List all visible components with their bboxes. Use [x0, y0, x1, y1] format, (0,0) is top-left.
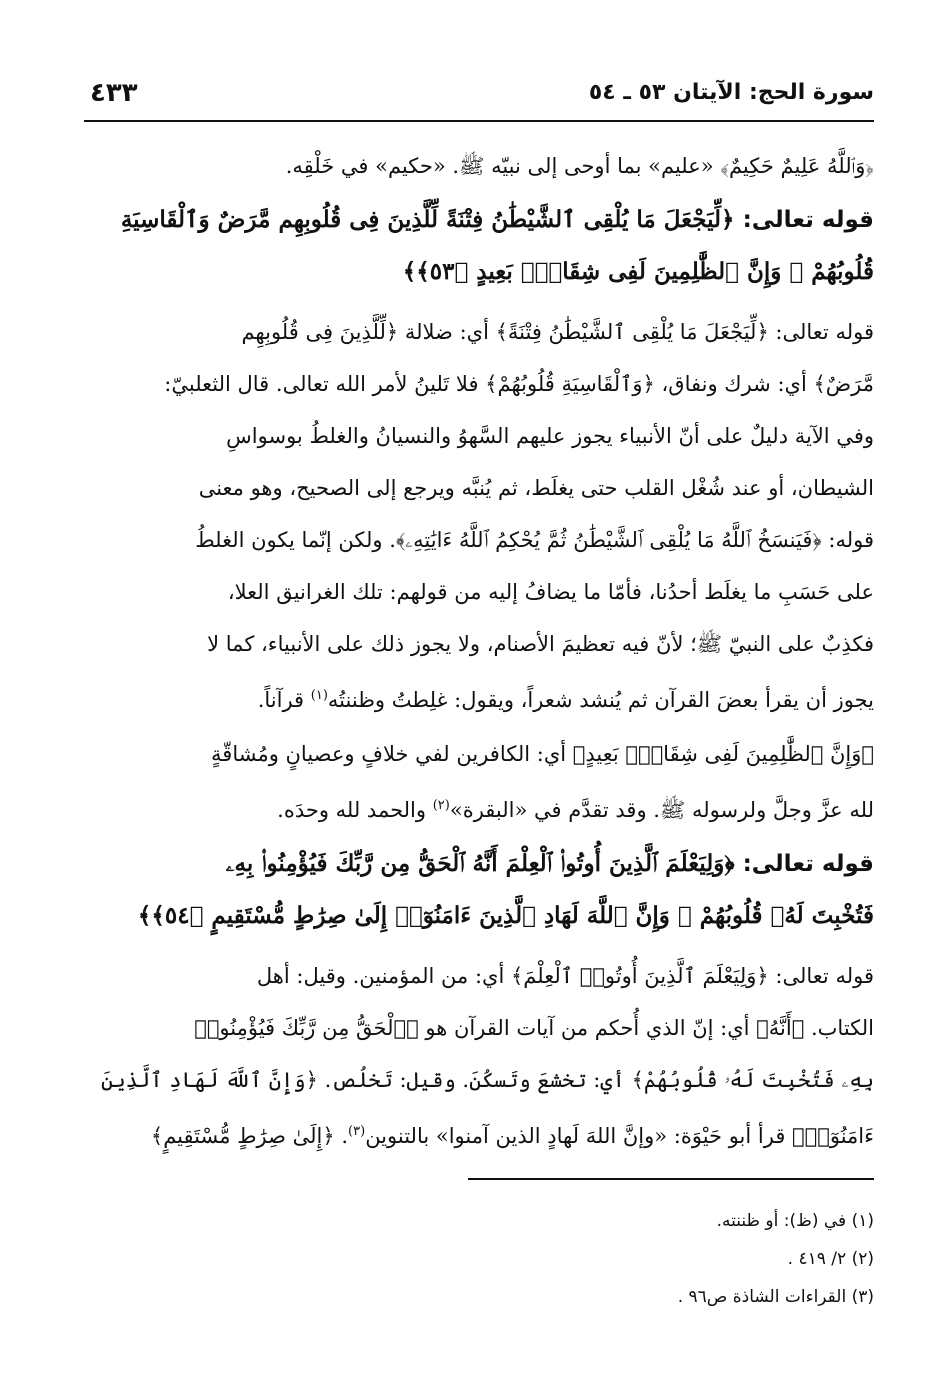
- verse-line: [84, 194, 874, 246]
- verse-lead: قوله تعالى:: [742, 851, 874, 877]
- verse-53-block: [84, 194, 874, 298]
- text-line: ﴿وَإِنَّ ٱلظَّٰلِمِينَ لَفِى شِقَاقٍۭ بَعِيدٍ﴾ أي: الكافرين لفي خلافٍ وعصيانٍ ومُشاقّةٍ: [211, 742, 874, 766]
- text-line: الكتاب. ﴿أَنَّهُ﴾ أي: إنّ الذي أُحكم من آيات القرآن هو ﴿ٱلْحَقُّ مِن رَّبِّكَ فَيُؤْمِنُوا۟: [194, 1016, 874, 1040]
- text-line: وفي الآية دليلٌ على أنّ الأنبياء يجوز عليهم السَّهوُ والنسيانُ والغلطُ بوسواسِ: [226, 424, 874, 448]
- page-header: [84, 72, 874, 122]
- line-text: ءَامَنُوٓا۟﴾ قرأ أبو حَيْوَة: «وإنَّ اللهَ لَهادٍ الذين آمنوا» بالتنوين: [365, 1124, 874, 1148]
- footnote: (٣) القراءات الشاذة ص٩٦ .: [677, 1287, 874, 1307]
- footnote-separator: [468, 1178, 874, 1180]
- text-line: [84, 1106, 874, 1158]
- surah-title: سورة الحج: الآيتان ٥٣ ـ ٥٤: [588, 80, 874, 105]
- footnote-marker: (٣): [348, 1124, 366, 1139]
- text-line: قوله: ﴿فَيَنسَخُ ٱللَّهُ مَا يُلْقِى ٱلشَّيْطَٰنُ ثُمَّ يُحْكِمُ ٱللَّهُ ءَايَٰتِهِۦ﴾. ولكن إنّما يكون الغلطُ: [195, 528, 874, 552]
- text-line: فكذِبٌ على النبيّ ﷺ؛ لأنّ فيه تعظيمَ الأصنام، ولا يجوز ذلك على الأنبياء، كما لا: [207, 632, 874, 656]
- verse-line: فَتُخْبِتَ لَهُۥ قُلُوبُهُمْ ۗ وَإِنَّ ٱللَّهَ لَهَادِ ٱلَّذِينَ ءَامَنُوٓا۟ إِلَىٰ صِرَٰطٍ مُّسْتَقِيمٍ ﴿٥٤﴾﴾: [137, 902, 874, 929]
- footnotes: [84, 1206, 874, 1320]
- verse-line: قُلُوبُهُمْ ۗ وَإِنَّ ٱلظَّٰلِمِينَ لَفِى شِقَاقٍۭ بَعِيدٍ ﴿٥٣﴾﴾: [402, 258, 874, 285]
- line-text: يجوز أن يقرأ بعضَ القرآن ثم يُنشد شعراً، ويقول: غلِطتُ وظننتُه: [327, 688, 874, 712]
- line-text: . ﴿إِلَىٰ صِرَٰطٍ مُّسْتَقِيمٍ﴾: [150, 1124, 349, 1148]
- line-text: لله عزَّ وجلَّ ولرسوله ﷺ. وقد تقدَّم في «البقرة»: [449, 798, 874, 822]
- footnote-marker: (٢): [432, 798, 450, 813]
- page-body: [84, 140, 874, 1158]
- page-number: ٤٣٣: [90, 78, 138, 108]
- footnote-marker: (١): [310, 688, 328, 703]
- text-line: قوله تعالى: ﴿وَلِيَعْلَمَ ٱلَّذِينَ أُوتُوا۟ ٱلْعِلْمَ﴾ أي: من المؤمنين. وقيل: أهل: [256, 964, 874, 988]
- text-line: الشيطان، أو عند شُغْل القلب حتى يغلَط، ثم يُنبَّه ويرجع إلى الصحيح، وهو معنى: [198, 476, 874, 500]
- footnote: (١) في (ظ): أو ظننته.: [716, 1211, 874, 1231]
- verse-text: ﴿وَلِيَعْلَمَ ٱلَّذِينَ أُوتُوا۟ ٱلْعِلْمَ أَنَّهُ ٱلْحَقُّ مِن رَّبِّكَ فَيُؤْمِنُوا۟ بِهِۦ: [225, 850, 735, 877]
- text-line: بِهِۦ فَتُخْبِتَ لَهُۥ قُلُوبُهُمْ﴾ أي: تخشعَ وتَسكُنَ. وقيل: تَخلُص. ﴿وَإِنَّ ٱللَّهَ لَهَادِ ٱلَّذِينَ: [101, 1068, 874, 1092]
- line-text: والحمد لله وحدَه.: [277, 798, 433, 822]
- verse-54-block: [84, 838, 874, 942]
- commentary-paragraph: [84, 950, 874, 1158]
- line-text: قرآناً.: [257, 688, 311, 712]
- text-line: قوله تعالى: ﴿لِّيَجْعَلَ مَا يُلْقِى ٱلشَّيْطَٰنُ فِتْنَةً﴾ أي: ضلالة ﴿لِّلَّذِينَ فِى قُلُوبِهِم: [241, 320, 874, 344]
- footnote: (٢) ٢/ ٤١٩ .: [787, 1249, 874, 1269]
- text-line: [84, 670, 874, 722]
- text-line: مَّرَضٌ﴾ أي: شرك ونفاق، ﴿وَٱلْقَاسِيَةِ قُلُوبُهُمْ﴾ فلا تَلينُ لأمر الله تعالى. قال الثعلبيّ:: [164, 372, 874, 396]
- text-line: [84, 780, 874, 832]
- commentary-paragraph: [84, 728, 874, 832]
- commentary-paragraph: [84, 140, 874, 192]
- commentary-paragraph: [84, 306, 874, 722]
- verse-text: ﴿لِّيَجْعَلَ مَا يُلْقِى ٱلشَّيْطَٰنُ فِتْنَةً لِّلَّذِينَ فِى قُلُوبِهِم مَّرَضٌ وَٱلْقَاسِيَةِ: [120, 206, 735, 233]
- text-line: على حَسَبِ ما يغلَط أحدُنا، فأمّا ما يضافُ إليه من قولهم: تلك الغرانيق العلا،: [227, 580, 874, 604]
- text-line: ﴿وَٱللَّهُ عَلِيمٌ حَكِيمٌ﴾ «عليم» بما أوحى إلى نبيّه ﷺ. «حكيم» في خَلْقِه.: [285, 154, 874, 178]
- verse-lead: قوله تعالى:: [742, 207, 874, 233]
- verse-line: [84, 838, 874, 890]
